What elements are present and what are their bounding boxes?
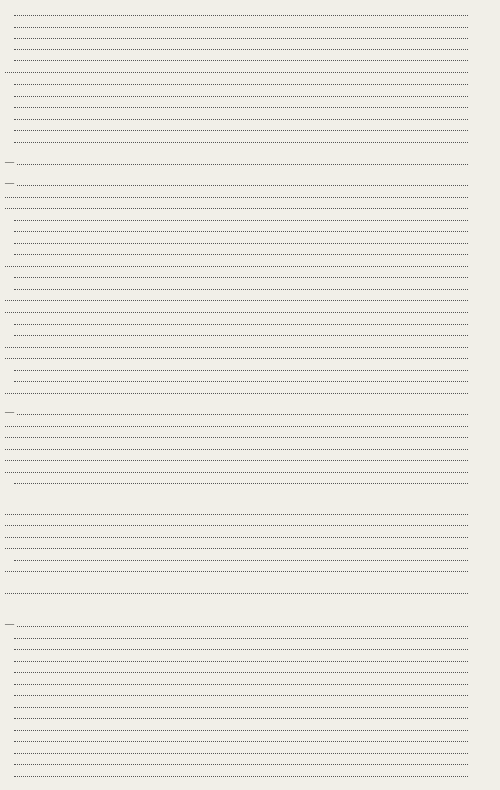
dot-leader bbox=[5, 571, 468, 572]
dot-leader bbox=[5, 393, 468, 394]
dot-leader bbox=[14, 560, 468, 561]
chapter-heading: — bbox=[5, 619, 15, 629]
dot-leader bbox=[5, 548, 468, 549]
dot-leader bbox=[14, 15, 468, 16]
toc-entry-row bbox=[0, 351, 500, 361]
dot-leader bbox=[14, 38, 468, 39]
toc-entry-row bbox=[0, 100, 500, 110]
toc-entry-row bbox=[0, 530, 500, 540]
chapter-heading-row bbox=[0, 157, 500, 167]
dot-leader bbox=[14, 27, 468, 28]
dot-leader bbox=[14, 96, 468, 97]
toc-entry-row bbox=[0, 305, 500, 315]
dot-leader bbox=[14, 381, 468, 382]
dot-leader bbox=[14, 661, 468, 662]
toc-entry-row bbox=[0, 677, 500, 687]
toc-entry-row bbox=[0, 53, 500, 63]
dot-leader bbox=[14, 324, 468, 325]
toc-entry-row bbox=[0, 31, 500, 41]
chapter-heading-row bbox=[0, 619, 500, 629]
dot-leader bbox=[14, 289, 468, 290]
dot-leader bbox=[14, 243, 468, 244]
toc-entry-row bbox=[0, 665, 500, 675]
toc-entry-row bbox=[0, 224, 500, 234]
dot-leader bbox=[5, 514, 468, 515]
dot-leader bbox=[14, 483, 468, 484]
dot-leader bbox=[14, 753, 468, 754]
toc-entry-row bbox=[0, 419, 500, 429]
dot-leader bbox=[5, 358, 468, 359]
toc-entry-row bbox=[0, 374, 500, 384]
toc-entry-row bbox=[0, 746, 500, 756]
dot-leader bbox=[14, 649, 468, 650]
dot-leader bbox=[14, 730, 468, 731]
toc-entry-row bbox=[0, 654, 500, 664]
dot-leader bbox=[14, 84, 468, 85]
toc-entry-row bbox=[0, 89, 500, 99]
toc-entry-row bbox=[0, 236, 500, 246]
chapter-heading-row bbox=[0, 407, 500, 417]
dot-leader bbox=[5, 312, 468, 313]
toc-entry-row bbox=[0, 363, 500, 373]
toc-entry-row bbox=[0, 386, 500, 396]
toc-entry-row bbox=[0, 734, 500, 744]
toc-entry-row bbox=[0, 340, 500, 350]
toc-entry-row bbox=[0, 42, 500, 52]
toc-entry-row bbox=[0, 488, 500, 498]
toc-entry-row bbox=[0, 757, 500, 767]
dot-leader bbox=[14, 119, 468, 120]
dot-leader bbox=[14, 370, 468, 371]
toc-entry-row bbox=[0, 476, 500, 486]
dot-leader bbox=[14, 220, 468, 221]
toc-entry-row bbox=[0, 123, 500, 133]
dot-leader bbox=[5, 537, 468, 538]
toc-entry-row bbox=[0, 553, 500, 563]
toc-entry-row bbox=[0, 723, 500, 733]
dot-leader bbox=[14, 231, 468, 232]
dot-leader bbox=[14, 335, 468, 336]
toc-entry-row bbox=[0, 8, 500, 18]
dot-leader bbox=[5, 472, 468, 473]
dot-leader bbox=[14, 254, 468, 255]
dot-leader bbox=[14, 277, 468, 278]
toc-entry-row bbox=[0, 213, 500, 223]
dot-leader bbox=[14, 741, 468, 742]
chapter-heading: — bbox=[5, 407, 15, 417]
toc-entry-row bbox=[0, 518, 500, 528]
dot-leader bbox=[5, 164, 468, 165]
toc-entry-row bbox=[0, 453, 500, 463]
dot-leader bbox=[5, 347, 468, 348]
toc-entry-row bbox=[0, 201, 500, 211]
toc-entry-row bbox=[0, 631, 500, 641]
dot-leader bbox=[14, 49, 468, 50]
toc-entry-row bbox=[0, 700, 500, 710]
toc-entry-row bbox=[0, 282, 500, 292]
toc-entry-row bbox=[0, 642, 500, 652]
toc-entry-row bbox=[0, 769, 500, 779]
dot-leader bbox=[5, 266, 468, 267]
dot-leader bbox=[14, 107, 468, 108]
toc-entry-row bbox=[0, 259, 500, 269]
toc-entry-row bbox=[0, 586, 500, 596]
toc-entry-row bbox=[0, 190, 500, 200]
toc-entry-row bbox=[0, 77, 500, 87]
toc-entry-row bbox=[0, 541, 500, 551]
toc-entry-row bbox=[0, 270, 500, 280]
chapter-heading-row bbox=[0, 178, 500, 188]
dot-leader bbox=[5, 449, 468, 450]
dot-leader bbox=[5, 185, 468, 186]
dot-leader bbox=[5, 525, 468, 526]
dot-leader bbox=[5, 300, 468, 301]
chapter-heading: — bbox=[5, 178, 15, 188]
toc-entry-row bbox=[0, 20, 500, 30]
toc-entry-row bbox=[0, 688, 500, 698]
dot-leader bbox=[5, 626, 468, 627]
toc-entry-row bbox=[0, 293, 500, 303]
toc-entry-row bbox=[0, 442, 500, 452]
dot-leader bbox=[5, 208, 468, 209]
dot-leader bbox=[5, 414, 468, 415]
dot-leader bbox=[5, 593, 468, 594]
dot-leader bbox=[5, 460, 468, 461]
dot-leader bbox=[14, 638, 468, 639]
dot-leader bbox=[5, 437, 468, 438]
dot-leader bbox=[14, 718, 468, 719]
toc-entry-row bbox=[0, 711, 500, 721]
toc-entry-row bbox=[0, 135, 500, 145]
dot-leader bbox=[14, 707, 468, 708]
toc-entry-row bbox=[0, 507, 500, 517]
toc-entry-row bbox=[0, 247, 500, 257]
chapter-heading: — bbox=[5, 157, 15, 167]
dot-leader bbox=[14, 672, 468, 673]
dot-leader bbox=[5, 197, 468, 198]
dot-leader bbox=[5, 426, 468, 427]
dot-leader bbox=[14, 776, 468, 777]
dot-leader bbox=[14, 60, 468, 61]
dot-leader bbox=[14, 142, 468, 143]
toc-entry-row bbox=[0, 465, 500, 475]
dot-leader bbox=[14, 684, 468, 685]
dot-leader bbox=[5, 72, 468, 73]
toc-entry-row bbox=[0, 328, 500, 338]
toc-entry-row bbox=[0, 564, 500, 574]
toc-entry-row bbox=[0, 317, 500, 327]
toc-entry-row bbox=[0, 430, 500, 440]
dot-leader bbox=[14, 695, 468, 696]
toc-entry-row bbox=[0, 65, 500, 75]
dot-leader bbox=[14, 130, 468, 131]
dot-leader bbox=[14, 764, 468, 765]
toc-entry-row bbox=[0, 112, 500, 122]
